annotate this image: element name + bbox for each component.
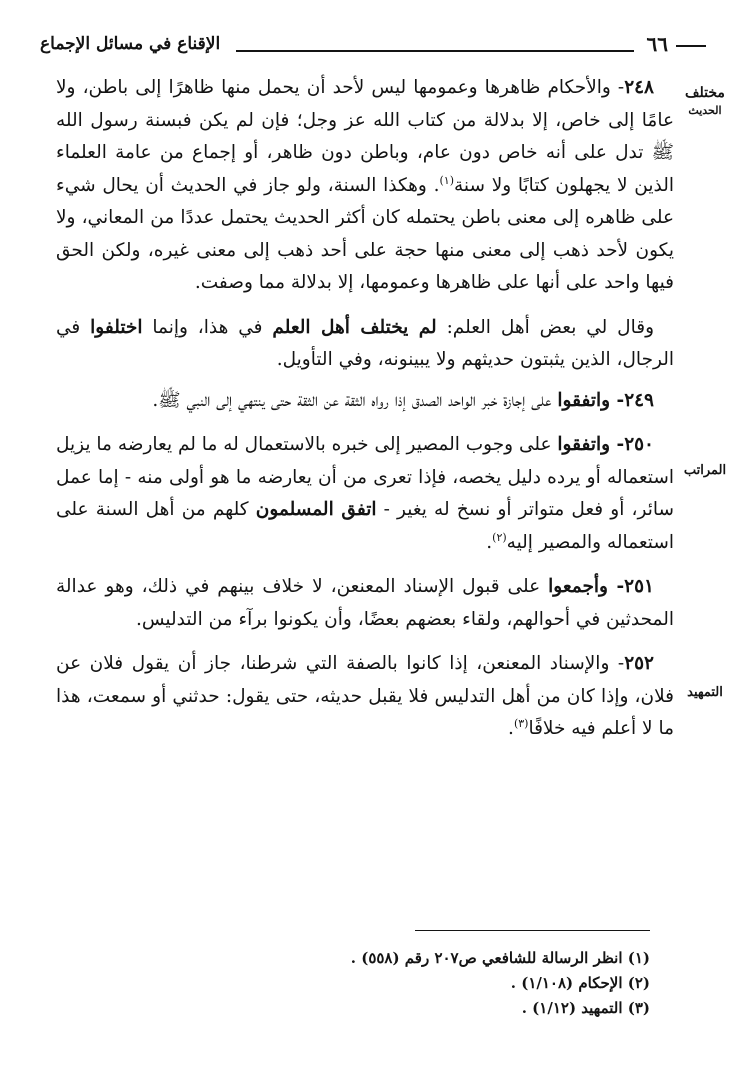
page-number-dash: [676, 45, 706, 47]
paragraph-251: [56, 571, 674, 636]
paragraph-number: ٢٤٩: [624, 389, 654, 411]
footnotes: [90, 946, 650, 1021]
header-rule: [236, 50, 634, 52]
margin-note-mukhtalif: [672, 84, 738, 120]
paragraph-number: ٢٥٠: [624, 434, 654, 455]
paragraph-text: على وجوب المصير إلى خبره بالاستعمال له ما لم يعارضه ما يزيل استعماله أو يرده دليل يخصه، فإذا تعرى من أن يعارضه ما هو أولى منه - إما عمل سائر، أو فعل متواتر أو نسخ له يغير -: [56, 434, 674, 520]
paragraph-ahl-al-ilm: [56, 312, 674, 377]
bold-phrase: لم يختلف أهل العلم: [272, 316, 437, 338]
paragraph-text: وقال لي بعض أهل العلم:: [436, 316, 655, 338]
paragraph-number: ٢٥٢: [624, 653, 654, 674]
paragraph-252: [56, 648, 674, 746]
paragraph-text: كلهم من أهل السنة على استعماله والمصير إليه: [56, 499, 674, 553]
paragraph-number: ٢٤٨: [624, 77, 654, 98]
paragraph-text: في هذا، وإنما: [142, 316, 273, 338]
bold-phrase: - وأجمعوا: [548, 576, 625, 597]
margin-note-mukhtalif-line2: الحديث: [688, 104, 722, 117]
paragraph-text: على إجازة خبر الواحد الصدق إذا رواه الثقة عن الثقة حتى ينتهي إلى النبي ﷺ.: [152, 389, 558, 411]
paragraph-text: على قبول الإسناد المعنعن، لا خلاف بينهم في ذلك، وهو عدالة المحدثين في أحوالهم، ولقاء بعضهم بعضًا، وأن يكونوا برآء من التدليس.: [56, 576, 674, 630]
page-header: [40, 28, 706, 62]
footnote-ref[interactable]: (٣): [513, 716, 529, 730]
paragraph-number: ٢٥١: [624, 576, 654, 597]
margin-note-mukhtalif-line1: مختلف: [685, 85, 725, 101]
book-title: الإقناع في مسائل الإجماع: [40, 34, 221, 54]
paragraph-text: . وهكذا السنة، ولو جاز في الحديث أن يحال شيء على ظاهره إلى معنى باطن يحتمله كان أكثر الحديث يحتمل عددًا من المعاني، ولا يكون لأحد ذهب إلى معنى منها حجة على أحد ذهب إلى معنى غيره، ولكن الحق فيها واحد على أنها على ظاهرها وعمومها، إلا بدلالة مما وصفت.: [56, 174, 674, 293]
paragraph-text: في الرجال، الذين يثبتون حديثهم ولا يبينونه، وفي التأويل.: [56, 316, 674, 370]
paragraph-248: [56, 72, 674, 300]
footnote-1: (١) انظر الرسالة للشافعي ص٢٠٧ رقم (٥٥٨) .: [350, 949, 650, 967]
page-number-value: ٦٦: [646, 32, 668, 56]
footnote-ref[interactable]: (١): [439, 173, 454, 187]
footnote-2: (٢) الإحكام (١/١٠٨) .: [510, 974, 650, 992]
paragraph-250: [56, 429, 674, 559]
margin-note-tamhid: التمهيد: [687, 685, 723, 700]
paragraph-text: - والأحكام ظاهرها وعمومها ليس لأحد أن يحمل منها ظاهرًا إلى باطن، ولا عامًا إلى خاص، إلا بدلالة من كتاب الله عز وجل؛ فإن لم يكن فبسنة رسول الله ﷺ تدل على أنه خاص دون عام، وباطن دون ظاهر، أو إجماع من عامة العلماء الذين لا يجهلون كتابًا ولا سنة: [56, 77, 674, 196]
paragraph-text: .: [486, 531, 493, 553]
footnote-ref[interactable]: (٢): [492, 530, 507, 544]
bold-phrase: اتفق المسلمون: [255, 499, 377, 520]
paragraph-249: [56, 385, 674, 418]
main-text: [56, 72, 674, 758]
paragraph-text: .: [508, 718, 514, 739]
page-number: [647, 32, 706, 56]
bold-phrase: - واتفقوا: [557, 434, 625, 455]
bold-phrase: اختلفوا: [90, 316, 143, 338]
footnote-3: (٣) التمهيد (١/١٢) .: [521, 999, 650, 1017]
bold-phrase: - واتفقوا: [557, 389, 625, 411]
paragraph-text: - والإسناد المعنعن، إذا كانوا بالصفة التي شرطنا، جاز أن يقول فلان عن فلان، وإذا كان من أهل التدليس فلا يقبل حديثه، حتى يقول: حدثني أو سمعت، هذا ما لا أعلم فيه خلافًا: [56, 653, 674, 739]
footnote-separator: [415, 930, 650, 931]
margin-note-maratib: المراتب: [683, 463, 727, 478]
